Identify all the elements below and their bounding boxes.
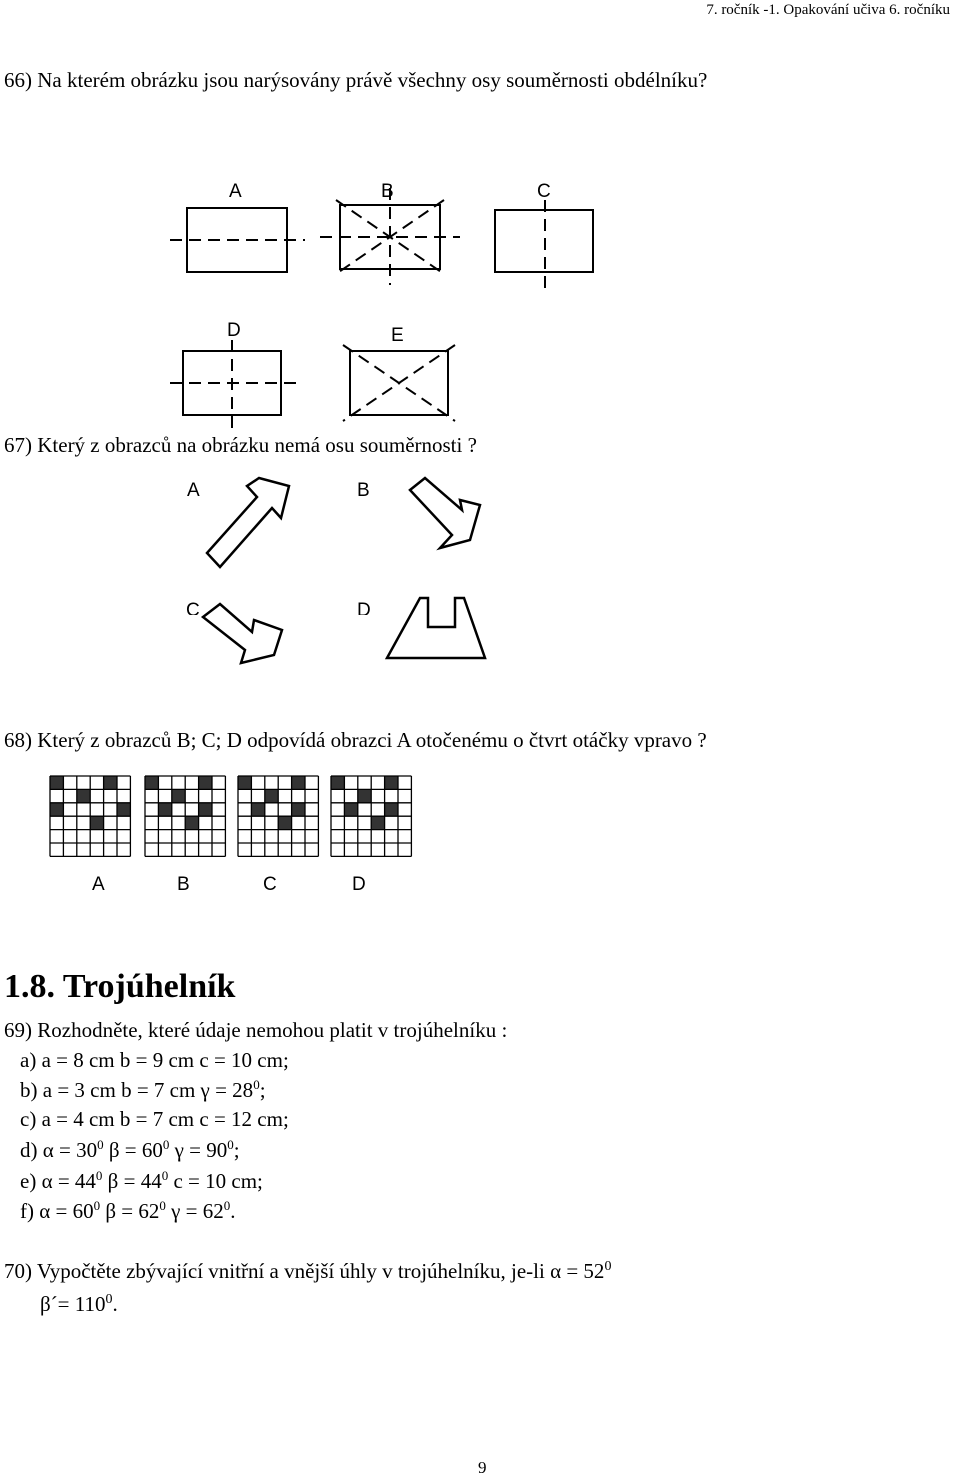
item-69-f: f) $\alpha = 60^0$ $\beta = 62^0$ $\gamma = 62^0$. xyxy=(20,1198,236,1223)
item-69-a: a) a = 8 cm b = 9 cm c = 10 cm; xyxy=(20,1048,289,1072)
label-68-d: D xyxy=(352,874,366,895)
grid-filled-cell xyxy=(50,803,63,816)
label-68-c: C xyxy=(263,874,277,895)
label-66-e: E xyxy=(391,325,404,346)
grid-filled-cell xyxy=(278,816,291,829)
grid-filled-cell xyxy=(251,803,264,816)
item-69-c: c) a = 4 cm b = 7 cm c = 12 cm; xyxy=(20,1107,289,1131)
label-67-a: A xyxy=(187,480,200,498)
grid-filled-cell xyxy=(371,816,384,829)
grid-a xyxy=(50,776,130,856)
label-67-d: D xyxy=(357,600,371,615)
grid-filled-cell xyxy=(77,789,90,802)
grid-c xyxy=(238,776,318,856)
page-number: 9 xyxy=(478,1458,487,1477)
item-69-e: e) $\alpha = 44^0$ $\beta = 44^0$ c = 10 cm; xyxy=(20,1168,263,1193)
grid-filled-cell xyxy=(199,803,212,816)
question-70: 70) Vypočtěte zbývající vnitřní a vnější úhly v trojúhelníku, je-li $\alpha = 52^0$ xyxy=(4,1259,612,1283)
section-heading: 1.8. Trojúhelník xyxy=(4,968,236,1005)
grid-filled-cell xyxy=(265,789,278,802)
grid-filled-cell xyxy=(344,803,357,816)
label-66-b: B xyxy=(381,181,394,202)
label-68-b: B xyxy=(177,874,190,895)
label-66-c: C xyxy=(537,181,551,202)
grid-filled-cell xyxy=(90,816,103,829)
label-68-a: A xyxy=(92,874,105,895)
grid-filled-cell xyxy=(172,789,185,802)
question-70-line2: β´= $110^0$. xyxy=(40,1292,118,1316)
grid-filled-cell xyxy=(104,776,117,789)
grid-filled-cell xyxy=(199,776,212,789)
label-67-c: C xyxy=(186,600,200,615)
grid-filled-cell xyxy=(292,803,305,816)
grid-filled-cell xyxy=(145,776,158,789)
label-66-d: D xyxy=(227,320,241,341)
label-66-a: A xyxy=(229,181,242,202)
question-68: 68) Který z obrazců B; C; D odpovídá obrazci A otočenému o čtvrt otáčky vpravo ? xyxy=(4,728,707,752)
grid-filled-cell xyxy=(385,776,398,789)
grid-filled-cell xyxy=(292,776,305,789)
grid-filled-cell xyxy=(358,789,371,802)
grid-filled-cell xyxy=(117,803,130,816)
page-header: 7. ročník -1. Opakování učiva 6. ročníku xyxy=(706,2,950,18)
question-67: 67) Který z obrazců na obrázku nemá osu souměrnosti ? xyxy=(4,433,477,457)
grid-b xyxy=(145,776,225,856)
grid-filled-cell xyxy=(385,803,398,816)
grid-filled-cell xyxy=(158,803,171,816)
question-69: 69) Rozhodněte, které údaje nemohou platit v trojúhelníku : xyxy=(4,1018,508,1042)
grid-filled-cell xyxy=(50,776,63,789)
grid-d xyxy=(331,776,411,856)
grid-filled-cell xyxy=(238,776,251,789)
grid-filled-cell xyxy=(185,816,198,829)
item-69-d: d) $\alpha = 30^0$ $\beta = 60^0$ $\gamma = 90^0$; xyxy=(20,1137,240,1162)
label-67-b: B xyxy=(357,480,370,498)
item-69-b: b) a = 3 cm b = 7 cm $\gamma = 28^0$; xyxy=(20,1077,266,1102)
question-66: 66) Na kterém obrázku jsou narýsovány právě všechny osy souměrnosti obdélníku? xyxy=(4,68,708,92)
grid-filled-cell xyxy=(331,776,344,789)
